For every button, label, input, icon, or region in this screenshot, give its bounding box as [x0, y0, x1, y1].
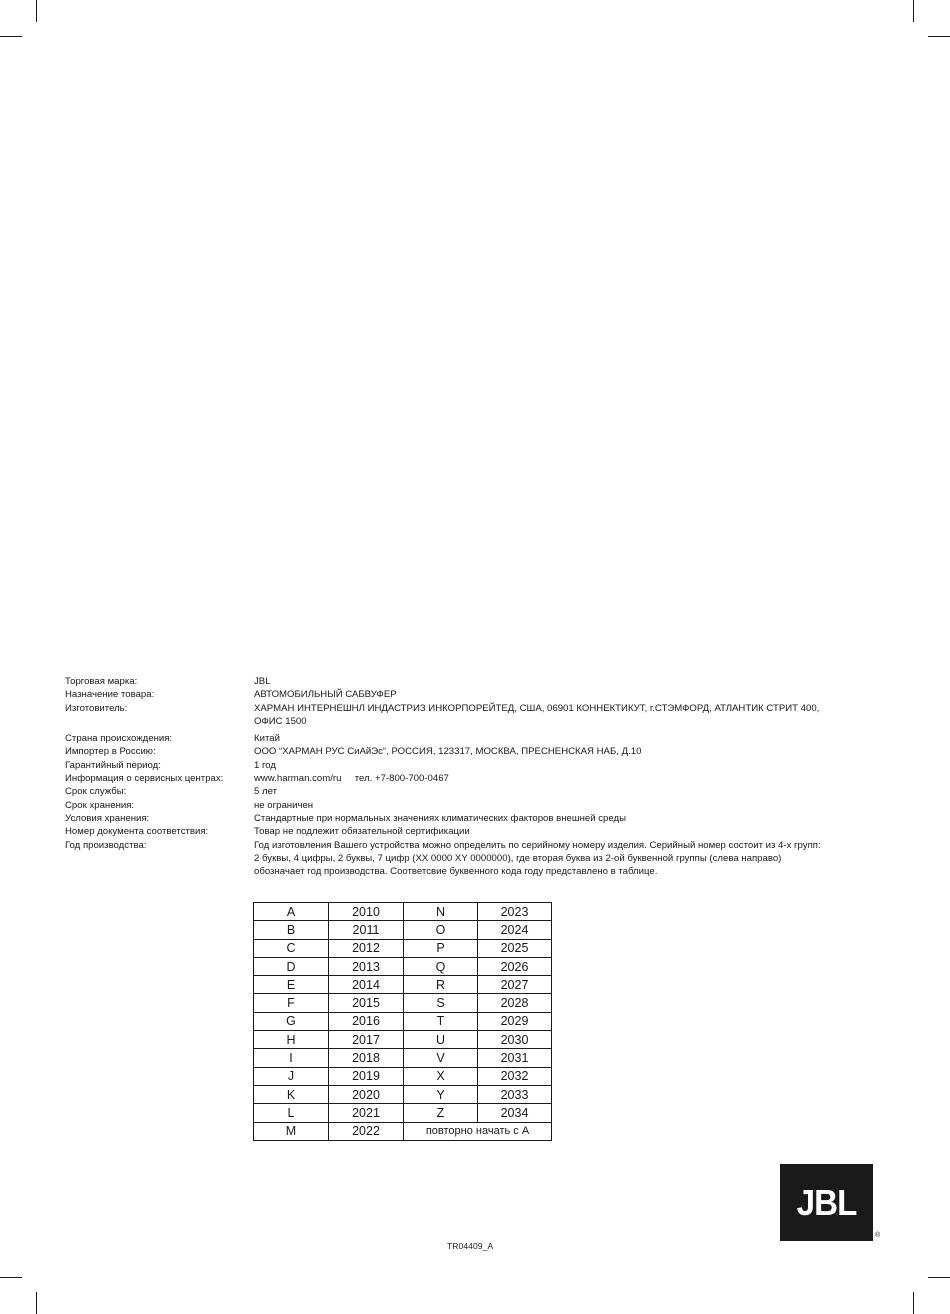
year-letter-cell: G	[254, 1012, 329, 1030]
info-label: Номер документа соответствия:	[65, 826, 209, 838]
year-letter-cell: O	[404, 921, 478, 939]
year-value-cell: 2011	[329, 921, 404, 939]
table-row	[254, 1067, 552, 1085]
year-letter-cell: J	[254, 1067, 329, 1085]
year-letter-cell: U	[404, 1031, 478, 1049]
info-row-service	[65, 772, 875, 785]
table-row	[254, 1012, 552, 1030]
info-value: Стандартные при нормальных значениях климатических факторов внешней среды	[254, 812, 626, 824]
info-label: Изготовитель:	[65, 702, 128, 714]
crop-mark-top-right-h	[928, 36, 950, 37]
table-row	[254, 1085, 552, 1103]
year-value-cell: 2032	[478, 1067, 552, 1085]
table-row	[254, 957, 552, 975]
year-value-cell: 2013	[329, 957, 404, 975]
info-label: Страна происхождения:	[65, 733, 173, 745]
year-letter-cell: A	[254, 903, 329, 921]
crop-mark-bottom-right-v	[913, 1292, 914, 1314]
product-info	[65, 675, 875, 878]
info-label: Торговая марка:	[65, 676, 138, 687]
info-value-manufacturer	[254, 702, 875, 729]
year-letter-cell: H	[254, 1031, 329, 1049]
info-label: Условия хранения:	[65, 812, 150, 824]
manufacturer-line-2: ОФИС 1500	[254, 715, 307, 727]
info-row-origin	[65, 732, 875, 745]
registered-mark: ®	[875, 1232, 881, 1239]
crop-mark-top-left-v	[36, 0, 37, 22]
info-label: Информация о сервисных центрах:	[65, 773, 224, 785]
crop-mark-bottom-right-h	[928, 1277, 950, 1278]
info-value: АВТОМОБИЛЬНЫЙ САБВУФЕР	[254, 689, 397, 701]
year-letter-cell: Q	[404, 957, 478, 975]
info-row-warranty	[65, 759, 875, 772]
table-row	[254, 994, 552, 1012]
info-row-service-life	[65, 785, 875, 798]
year-letter-cell: N	[404, 903, 478, 921]
info-value: Товар не подлежит обязательной сертификации	[254, 826, 470, 838]
jbl-logo	[780, 1164, 873, 1241]
year-value-cell: 2029	[478, 1012, 552, 1030]
year-value-cell: 2028	[478, 994, 552, 1012]
info-label: Гарантийный период:	[65, 759, 161, 771]
year-letter-cell: P	[404, 939, 478, 957]
year-letter-cell: L	[254, 1104, 329, 1122]
info-row-storage-period	[65, 799, 875, 812]
year-letter-cell: S	[404, 994, 478, 1012]
crop-mark-bottom-left-v	[36, 1292, 37, 1314]
year-letter-cell: V	[404, 1049, 478, 1067]
year-value-cell: 2033	[478, 1085, 552, 1103]
year-value-cell: 2022	[329, 1122, 404, 1140]
production-year-line-3: обозначает год производства. Соответсвие буквенного кода году представлено в таблице.	[254, 866, 658, 878]
info-value: 5 лет	[254, 786, 278, 798]
year-letter-cell: Z	[404, 1104, 478, 1122]
document-code: TR04409_A	[447, 1241, 494, 1251]
year-value-cell: 2034	[478, 1104, 552, 1122]
year-letter-cell: I	[254, 1049, 329, 1067]
year-value-cell: 2025	[478, 939, 552, 957]
year-value-cell: 2026	[478, 957, 552, 975]
info-value: 1 год	[254, 759, 277, 771]
restart-note-cell: повторно начать с А	[404, 1122, 552, 1140]
year-letter-cell: C	[254, 939, 329, 957]
year-value-cell: 2019	[329, 1067, 404, 1085]
year-value-cell: 2027	[478, 976, 552, 994]
year-letter-cell: Y	[404, 1085, 478, 1103]
info-label: Импортер в Россию:	[65, 746, 156, 758]
info-row-production-year	[65, 839, 875, 879]
crop-mark-bottom-left-h	[0, 1277, 22, 1278]
year-code-table-body	[254, 903, 552, 1141]
year-value-cell: 2018	[329, 1049, 404, 1067]
table-row	[254, 1031, 552, 1049]
year-value-cell: 2010	[329, 903, 404, 921]
year-value-cell: 2020	[329, 1085, 404, 1103]
table-row	[254, 1049, 552, 1067]
jbl-logo-text: JBL	[796, 1181, 857, 1223]
year-value-cell: 2017	[329, 1031, 404, 1049]
year-value-cell: 2015	[329, 994, 404, 1012]
year-value-cell: 2031	[478, 1049, 552, 1067]
table-row	[254, 903, 552, 921]
year-value-cell: 2016	[329, 1012, 404, 1030]
year-value-cell: 2014	[329, 976, 404, 994]
year-letter-cell: B	[254, 921, 329, 939]
table-row-last	[254, 1122, 552, 1140]
year-letter-cell: E	[254, 976, 329, 994]
year-value-cell: 2023	[478, 903, 552, 921]
year-letter-cell: D	[254, 957, 329, 975]
info-row-storage-conditions	[65, 812, 875, 825]
info-value: ООО “ХАРМАН РУС СиАйЭс“, РОССИЯ, 123317, МОСКВА, ПРЕСНЕНСКАЯ НАБ, Д.10	[254, 746, 642, 758]
production-year-line-1: Год изготовления Вашего устройства можно определить по серийному номеру изделия. Серийный номер состоит из 4-х групп:	[254, 839, 821, 851]
info-label: Срок хранения:	[65, 799, 135, 811]
info-row-trademark	[65, 675, 875, 688]
info-label: Назначение товара:	[65, 689, 155, 701]
info-row-conformity	[65, 825, 875, 838]
table-row	[254, 939, 552, 957]
year-value-cell: 2012	[329, 939, 404, 957]
year-letter-cell: F	[254, 994, 329, 1012]
year-value-cell: 2030	[478, 1031, 552, 1049]
table-row	[254, 921, 552, 939]
info-value-production-year	[254, 839, 875, 879]
year-letter-cell: M	[254, 1122, 329, 1140]
year-letter-cell: K	[254, 1085, 329, 1103]
year-code-table	[253, 902, 552, 1141]
crop-mark-top-right-v	[913, 0, 914, 22]
year-letter-cell: T	[404, 1012, 478, 1030]
crop-mark-top-left-h	[0, 36, 22, 37]
year-value-cell: 2024	[478, 921, 552, 939]
table-row	[254, 976, 552, 994]
info-value: не ограничен	[254, 799, 314, 811]
year-letter-cell: R	[404, 976, 478, 994]
table-row	[254, 1104, 552, 1122]
info-label: Срок службы:	[65, 786, 127, 798]
info-row-purpose	[65, 688, 875, 701]
year-letter-cell: X	[404, 1067, 478, 1085]
year-value-cell: 2021	[329, 1104, 404, 1122]
info-value: JBL	[254, 676, 271, 687]
info-value: Китай	[254, 733, 280, 745]
manufacturer-line-1: ХАРМАН ИНТЕРНЕШНЛ ИНДАСТРИЗ ИНКОРПОРЕЙТЕД, США, 06901 КОННЕКТИКУТ, г.СТЭМФОРД, АТЛАНТИК СТРИТ 400,	[254, 702, 820, 714]
info-row-manufacturer	[65, 702, 875, 729]
info-label: Год производства:	[65, 839, 147, 851]
info-value: www.harman.com/ru тел. +7-800-700-0467	[254, 773, 449, 785]
production-year-line-2: 2 буквы, 4 цифры, 2 буквы, 7 цифр (XX 0000 XY 0000000), где вторая буква из 2-ой буквенной группы (слева направо)	[254, 852, 782, 864]
info-row-importer	[65, 745, 875, 758]
